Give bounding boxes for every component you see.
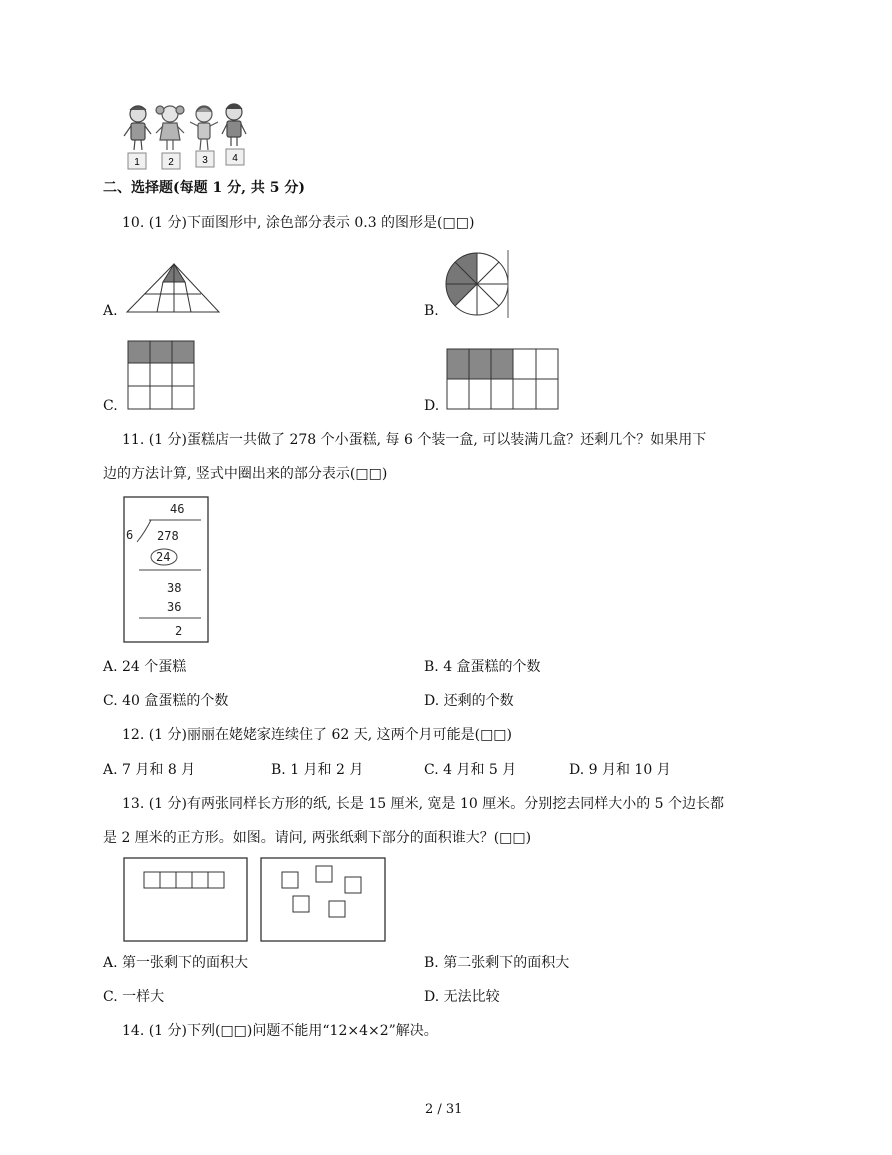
q12-stem: 12. (1 分)丽丽在姥姥家连续住了 62 天, 这两个月可能是(□□) — [122, 727, 512, 743]
q13-paper-2-figure — [260, 857, 387, 943]
q10-grid-3x3-figure — [127, 340, 195, 410]
division-step-38: 38 — [167, 581, 182, 595]
q10-grid-2x5-figure — [446, 348, 560, 410]
kid-4-label: 4 — [232, 153, 238, 164]
q13-paper-1-figure — [123, 857, 249, 943]
division-dividend: 278 — [157, 529, 179, 543]
division-circled-24: 24 — [156, 550, 171, 564]
q10-stem: 10. (1 分)下面图形中, 涂色部分表示 0.3 的图形是(□□) — [122, 215, 475, 231]
q10-option-a: A. — [103, 303, 118, 319]
q10-triangle-figure — [127, 262, 221, 314]
q11-long-division-figure — [123, 496, 209, 644]
q13-stem-line2: 是 2 厘米的正方形。如图。请问, 两张纸剩下部分的面积谁大？(□□) — [103, 830, 532, 846]
division-step-36: 36 — [167, 600, 182, 614]
q12-option-a: A. 7 月和 8 月 — [103, 762, 196, 778]
q11-stem-line1: 11. (1 分)蛋糕店一共做了 278 个小蛋糕, 每 6 个装一盒, 可以装满几盒？还剩几个？如果用下 — [122, 432, 707, 448]
division-remainder: 2 — [175, 624, 183, 638]
kid-2-label: 2 — [168, 157, 174, 168]
kid-1-figure — [124, 106, 151, 150]
section-heading: 二、选择题(每题 1 分, 共 5 分) — [103, 180, 305, 196]
q11-option-a: A. 24 个蛋糕 — [103, 659, 187, 675]
q13-stem-line1: 13. (1 分)有两张同样长方形的纸, 长是 15 厘米, 宽是 10 厘米。分别挖去同样大小的 5 个边长都 — [122, 796, 725, 812]
q14-stem: 14. (1 分)下列(□□)问题不能用“12×4×2”解决。 — [122, 1023, 438, 1039]
division-quotient: 46 — [170, 502, 185, 516]
kid-3-label: 3 — [202, 155, 208, 166]
kid-2-figure — [156, 106, 184, 150]
q13-option-c: C. 一样大 — [103, 989, 165, 1005]
page-number: 2 / 31 — [425, 1102, 463, 1117]
q11-stem-line2: 边的方法计算, 竖式中圈出来的部分表示(□□) — [103, 466, 388, 482]
q11-option-d: D. 还剩的个数 — [424, 693, 514, 709]
q13-option-d: D. 无法比较 — [424, 989, 500, 1005]
kid-3-figure — [190, 106, 218, 150]
kids-illustration — [118, 100, 258, 172]
q11-option-b: B. 4 盒蛋糕的个数 — [424, 659, 541, 675]
q12-option-c: C. 4 月和 5 月 — [424, 762, 517, 778]
division-divisor: 6 — [126, 528, 134, 542]
q10-option-d: D. — [424, 398, 440, 414]
q10-option-b: B. — [424, 303, 439, 319]
q10-circle-figure — [443, 250, 511, 318]
q12-option-b: B. 1 月和 2 月 — [271, 762, 364, 778]
q11-option-c: C. 40 盒蛋糕的个数 — [103, 693, 229, 709]
q13-option-b: B. 第二张剩下的面积大 — [424, 955, 570, 971]
q13-option-a: A. 第一张剩下的面积大 — [103, 955, 249, 971]
kid-1-label: 1 — [134, 157, 140, 168]
q10-option-c: C. — [103, 398, 118, 414]
q12-option-d: D. 9 月和 10 月 — [569, 762, 671, 778]
kid-4-figure — [222, 104, 246, 146]
